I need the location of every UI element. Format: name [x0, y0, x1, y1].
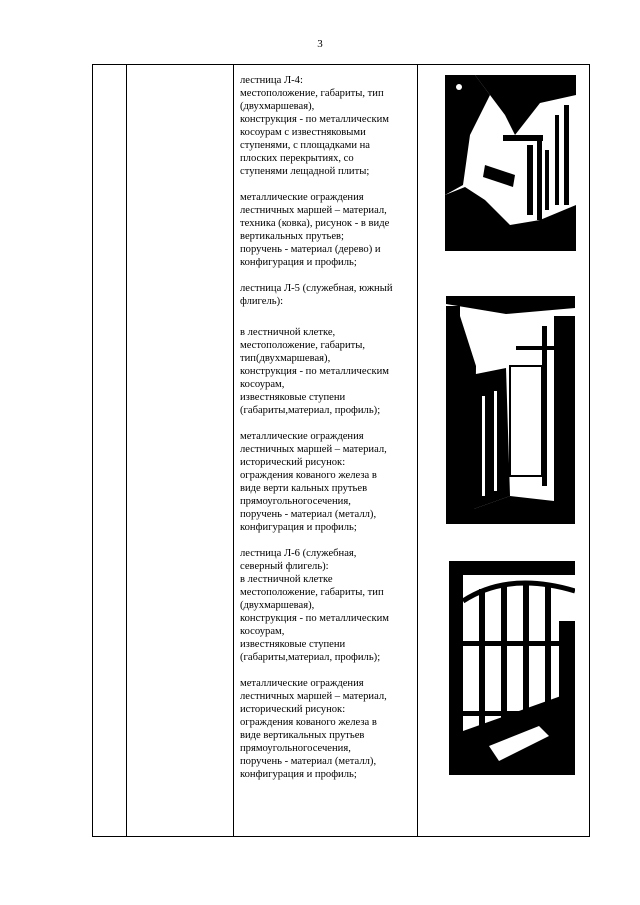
- stair-l4-photo: [445, 75, 576, 251]
- stair-l6-photo: [449, 561, 575, 775]
- stair-l4-structure: лестница Л-4: местоположение, габариты, тип (двухмаршевая), конструкция - по металлическим косоурам с известняковыми ступенями, с площадками на плоских перекрытиях, со ступенями лещадной плиты;: [240, 75, 390, 177]
- stair-l5-railing: металлические ограждения лестничных маршей – материал, исторический рисунок: ограждения кованого железа в виде верти кальных прутьев прямоугольногосечения, поручень - материал (металл), конфигурация и профиль;: [240, 431, 387, 533]
- column-divider: [126, 65, 127, 836]
- stair-l4-railing: металлические ограждения лестничных маршей – материал, техника (ковка), рисунок - в виде вертикальных прутьев; поручень - материал (дерево) и конфигурация и профиль;: [240, 192, 390, 268]
- stair-l5-title: лестница Л-5 (служебная, южный флигель):: [240, 283, 393, 307]
- stair-l5-structure: в лестничной клетке, местоположение, габариты, тип(двухмаршевая), конструкция - по металлическим косоурам, известняковые ступени (габариты,материал, профиль);: [240, 327, 390, 416]
- description-column: [240, 74, 414, 781]
- stair-l6-structure: лестница Л-6 (служебная, северный флигель): в лестничной клетке местоположение, габариты, тип (двухмаршевая), конструкция - по металлическим косоурам, известняковые ступени (габариты,материал, профиль);: [240, 548, 390, 663]
- column-divider: [417, 65, 418, 836]
- stair-l5-photo: [446, 296, 575, 524]
- page-number: 3: [317, 38, 323, 50]
- stair-l6-railing: металлические ограждения лестничных маршей – материал, исторический рисунок: ограждения кованого железа в виде вертикальных прутьев прямоугольногосечения, поручень - материал (металл), конфигурация и профиль;: [240, 678, 387, 780]
- column-divider: [233, 65, 234, 836]
